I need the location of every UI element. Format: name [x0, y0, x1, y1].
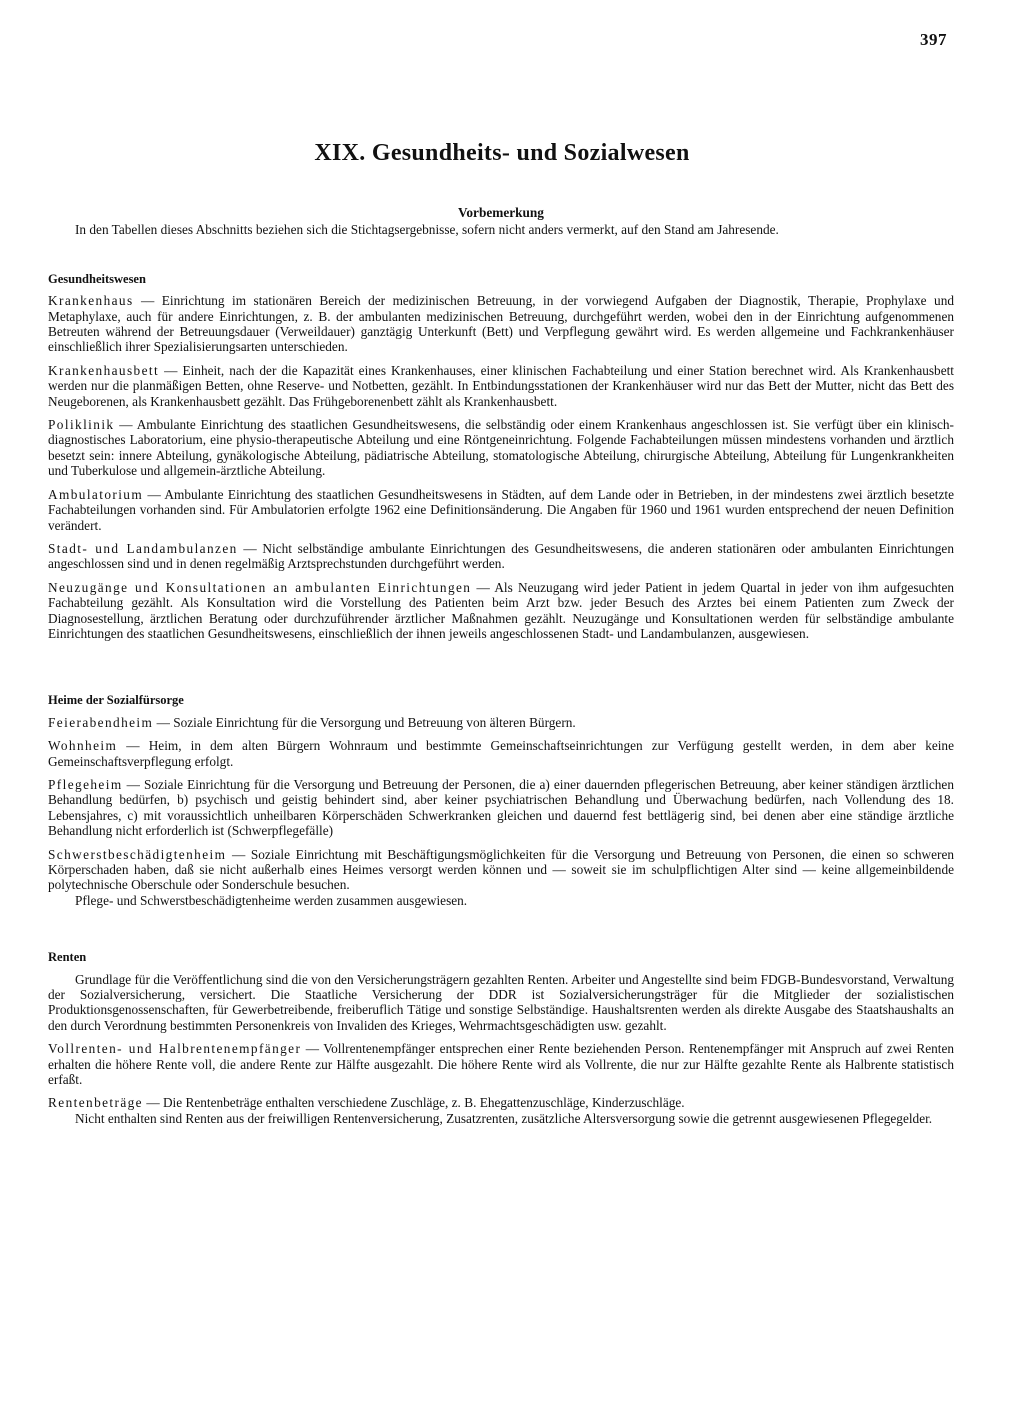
section-heading-pensions: Renten	[48, 950, 87, 965]
definition-text: — Als Neuzugang wird jeder Patient in jedem Quartal in jeder von ihm aufgesuchten Fachabteilung gezählt. Als Konsultation wird die Vorstellung des Patienten beim Arzt bzw. jeder Besuch des Arztes bei einem Patienten zum Zweck der Diagnosestellung, ärztlichen Beratung oder durchzuführender ärztlicher Maßnahmen gezählt. Neuzugänge und Konsultationen werden für selbständige ambulante Einrichtungen des staatlichen Gesundheitswesens, einschließlich der ihnen jeweils angeschlossenen Stadt- und Landambulanzen, ausgewiesen.	[48, 579, 954, 641]
definition-term: Neuzugänge und Konsultationen an ambulanten Einrichtungen	[48, 579, 472, 595]
definition-text: — Nicht selbständige ambulante Einrichtungen des Gesundheitswesens, die anderen stationären oder ambulanten Einrichtungen angeschlossen sind und in denen regelmäßig Arztsprechstunden durchgeführt werden.	[48, 540, 954, 572]
definition-poliklinik	[48, 417, 954, 479]
definition-term: Poliklinik	[48, 417, 115, 433]
page-content	[48, 205, 954, 1126]
definition-schwerstbeschaedigtenheim	[48, 847, 954, 893]
page-number: 397	[920, 30, 947, 49]
definition-krankenhaus	[48, 293, 954, 355]
definition-krankenhausbett	[48, 363, 954, 409]
definition-term: Ambulatorium	[48, 486, 144, 502]
pensions-note: Nicht enthalten sind Renten aus der freiwilligen Rentenversicherung, Zusatzrenten, zusätzliche Altersversorgung sowie die getrennt ausgewiesenen Pflegegelder.	[75, 1110, 933, 1126]
definition-text: — Vollrentenempfänger entsprechen einer Rente beziehenden Person. Rentenempfänger mit Anspruch auf zwei Renten erhalten die höhere Rente voll, die andere Rente zur Hälfte ausgezahlt. Die höhere Rente wird als Vollrente, die nur zur Hälfte gezahlte Rente als Halbrente statistisch erfaßt.	[48, 1041, 954, 1088]
section-heading-homes: Heime der Sozialfürsorge	[48, 693, 184, 708]
pensions-intro: Grundlage für die Veröffentlichung sind die von den Versicherungsträgern gezahlten Renten. Arbeiter und Angestellte sind beim FDGB-Bundesvorstand, Verwaltung der Sozialversicherung, versichert. Die Staatliche Versicherung der DDR ist Sozialversicherungsträger für die Mitglieder der sozialistischen Produktionsgenossenschaften, für Gewerbetreibende, freiberuflich Tätige und sonstige Selbständige. Haushaltsrenten werden als direkte Ausgabe des Staatshaushalts an den durch Verordnung bestimmten Personenkreis von Invaliden des Krieges, Wehrmachtsgeschädigten usw. gezahlt.	[48, 971, 954, 1033]
definition-vollrenten	[48, 1041, 954, 1087]
definition-term: Vollrenten- und Halbrentenempfänger	[48, 1041, 302, 1057]
definition-rentenbetraege	[48, 1095, 954, 1110]
definition-text: — Ambulante Einrichtung des staatlichen Gesundheitswesens, die selbständig oder einem Krankenhaus angeschlossen ist. Sie verfügt über ein klinisch-diagnostisches Laboratorium, eine physio-therapeutische Abteilung und eine Röntgeneinrichtung. Folgende Fachabteilungen müssen mindestens vorhanden und ärztlich besetzt sein: innere Abteilung, gynäkologische Abteilung, pädiatrische Abteilung, stomatologische Abteilung, chirurgische Abteilung, Abteilung für Lungenkrankheiten und Tuberkulose und allgemein-ärztliche Abteilung.	[48, 417, 954, 479]
definition-neuzugaenge	[48, 580, 954, 642]
definition-feierabendheim	[48, 715, 954, 730]
definition-term: Wohnheim	[48, 738, 118, 754]
section-pensions	[48, 950, 954, 1126]
section-heading-health: Gesundheitswesen	[48, 271, 146, 286]
definition-term: Feierabendheim	[48, 714, 154, 730]
definition-term: Schwerstbeschädigtenheim	[48, 846, 227, 862]
definition-wohnheim	[48, 738, 954, 769]
definition-text: — Die Rentenbeträge enthalten verschiedene Zuschläge, z. B. Ehegattenzuschläge, Kinderzuschläge.	[143, 1095, 685, 1111]
definition-term: Krankenhaus	[48, 293, 134, 309]
definition-text: — Heim, in dem alten Bürgern Wohnraum und bestimmte Gemeinschaftseinrichtungen zur Verfügung gestellt werden, in dem aber keine Gemeinschaftsverpflegung erfolgt.	[48, 738, 954, 769]
definition-term: Rentenbeträge	[48, 1095, 143, 1111]
definition-term: Pflegeheim	[48, 776, 123, 792]
preface-title: Vorbemerkung	[458, 205, 544, 220]
section-homes	[48, 693, 954, 908]
definition-text: — Ambulante Einrichtung des staatlichen Gesundheitswesens in Städten, auf dem Lande oder in Betrieben, in der mindestens zwei ärztlich besetzte Fachabteilungen vorhanden sind. Für Ambulatorien erfolgte 1962 eine Definitionsänderung. Die Angaben für 1960 und 1961 wurden entsprechend der neuen Definition verändert.	[48, 486, 954, 533]
definition-term: Krankenhausbett	[48, 362, 160, 378]
definition-text: — Einrichtung im stationären Bereich der medizinischen Betreuung, in der vorwiegend Aufgaben der Diagnostik, Therapie, Prophylaxe und Metaphylaxe, auch für andere Einrichtungen, z. B. der ambulanten medizinischen Betreuung, durchgeführt werden, wobei den in der Einrichtung aufgenommenen Betreuten während der Betreuungsdauer (Verweildauer) ganztägig Unterkunft (Bett) und Verpflegung gewährt wird. Es werden allgemeine und Fachkrankenhäuser einschließlich ihrer Spezialisierungsarten unterschieden.	[48, 293, 954, 355]
homes-note: Pflege- und Schwerstbeschädigtenheime werden zusammen ausgewiesen.	[75, 892, 468, 908]
definition-pflegeheim	[48, 777, 954, 839]
definition-stadt-landambulanzen	[48, 541, 954, 572]
definition-term: Stadt- und Landambulanzen	[48, 540, 238, 556]
preface-text: In den Tabellen dieses Abschnitts beziehen sich die Stichtagsergebnisse, sofern nicht anders vermerkt, auf den Stand am Jahresende.	[75, 222, 779, 238]
definition-text: — Soziale Einrichtung mit Beschäftigungsmöglichkeiten für die Versorgung und Betreuung von Personen, die einen so schweren Körperschaden haben, daß sie nicht außerhalb eines Heimes versorgt werden können und — soweit sie im schulpflichtigen Alter sind — keine allgemeinbildende polytechnische Oberschule oder Sonderschule besuchen.	[48, 846, 954, 893]
definition-text: — Soziale Einrichtung für die Versorgung und Betreuung von älteren Bürgern.	[153, 714, 576, 730]
definition-ambulatorium	[48, 487, 954, 533]
definition-text: — Soziale Einrichtung für die Versorgung und Betreuung der Personen, die a) einer dauernden pflegerischen Betreuung, aber keiner ständigen ärztlichen Behandlung bedürfen, b) psychisch und geistig behindert sind, aber keiner psychiatrischen Behandlung und Überwachung bedürfen, nach Vollendung des 18. Lebensjahres, c) mit voraussichtlich unheilbaren Körperschäden Schwerkranken gleichen und dauernd fest bettlägerig sind, bei denen aber eine ständige ärztliche Behandlung nicht erforderlich ist (Schwerpflegefälle)	[48, 776, 954, 839]
definition-text: — Einheit, nach der die Kapazität eines Krankenhauses, einer klinischen Fachabteilung und einer Station berechnet wird. Als Krankenhausbett werden nur die planmäßigen Betten, ohne Reserve- und Notbetten, gezählt. In Entbindungsstationen der Krankenhäuser wird nur das Bett der Mutter, nicht das Bett des Neugeborenen, als Krankenhausbett gezählt. Das Frühgeborenenbett zählt als Krankenhausbett.	[48, 362, 954, 409]
chapter-title: XIX. Gesundheits- und Sozialwesen	[314, 140, 690, 166]
section-health	[48, 272, 954, 642]
